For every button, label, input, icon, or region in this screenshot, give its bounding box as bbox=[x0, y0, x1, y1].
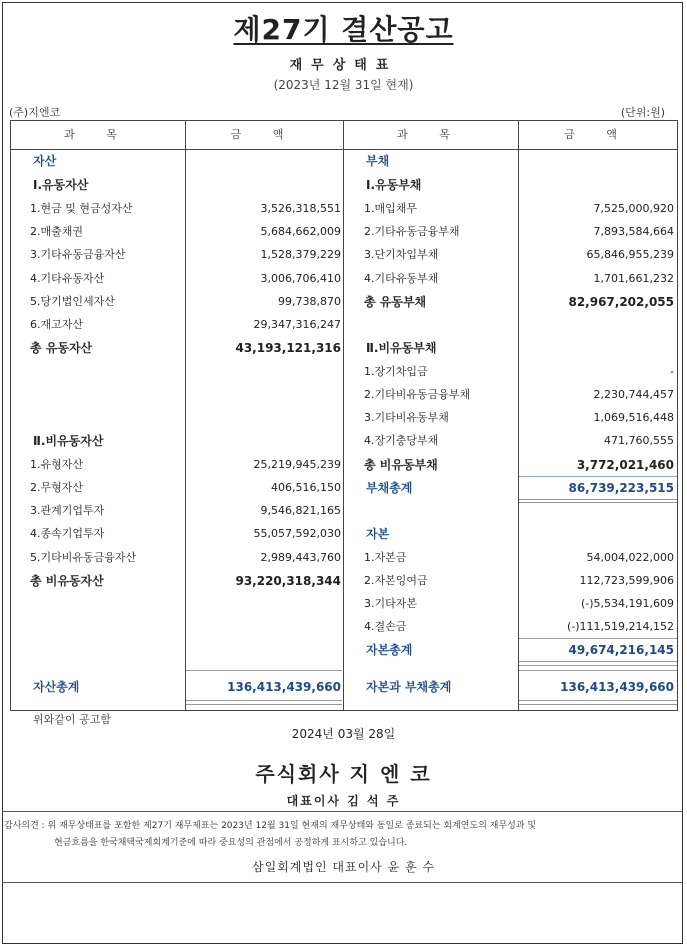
assets-section-label: 자산 bbox=[33, 154, 57, 168]
asset-item-amount: 3,006,706,410 bbox=[260, 272, 341, 285]
asset-item-amount: 29,347,316,247 bbox=[253, 318, 341, 331]
ceo-name: 대표이사 김 석 주 bbox=[286, 794, 401, 808]
asset-item-label: 3.관계기업투자 bbox=[30, 504, 105, 517]
liability-item-amount: 65,846,955,239 bbox=[586, 248, 674, 261]
liability-item-label: 4.장기충당부채 bbox=[364, 434, 439, 447]
liability-item-label: 1.매입채무 bbox=[364, 202, 417, 215]
footer-divider bbox=[2, 811, 683, 812]
liability-item-label: 2.기타유동금융부채 bbox=[364, 225, 460, 238]
asset-item-amount: 2,989,443,760 bbox=[260, 551, 341, 564]
liability-item-label: 2.기타비유동금융부채 bbox=[364, 388, 471, 401]
noncurrent-liabilities-total-amount: 3,772,021,460 bbox=[576, 458, 674, 472]
liability-item-amount: - bbox=[670, 365, 674, 378]
company-name: (주)지엔코 bbox=[9, 106, 61, 119]
double-rule bbox=[186, 700, 342, 701]
statement-period: (2023년 12월 31일 현재) bbox=[273, 78, 414, 92]
equity-item-amount: 112,723,599,906 bbox=[579, 574, 674, 587]
asset-item-label: 6.재고자산 bbox=[30, 318, 83, 331]
equity-item-amount: (-)5,534,191,609 bbox=[580, 597, 674, 610]
double-rule bbox=[186, 704, 342, 705]
liab-equity-total-label: 자본과 부채총계 bbox=[366, 680, 452, 694]
asset-item-amount: 25,219,945,239 bbox=[253, 458, 341, 471]
liabilities-total-label: 부채총계 bbox=[366, 481, 413, 495]
announce-date: 2024년 03월 28일 bbox=[291, 727, 396, 741]
liability-item-amount: 7,525,000,920 bbox=[593, 202, 674, 215]
noncurrent-liabilities-heading: Ⅱ.비유동부채 bbox=[366, 341, 437, 355]
total-rule bbox=[519, 476, 677, 477]
asset-item-label: 4.기타유동자산 bbox=[30, 272, 105, 285]
liability-item-amount: 2,230,744,457 bbox=[593, 388, 674, 401]
total-rule bbox=[519, 670, 677, 671]
equity-item-label: 3.기타자본 bbox=[364, 597, 417, 610]
col-header-item-right: 과 목 bbox=[397, 128, 464, 141]
liability-item-amount: 1,069,516,448 bbox=[593, 411, 674, 424]
double-rule bbox=[519, 665, 677, 666]
liability-item-label: 3.기타비유동부채 bbox=[364, 411, 449, 424]
statement-title: 재무상태표 bbox=[289, 58, 398, 73]
asset-item-label: 1.유형자산 bbox=[30, 458, 83, 471]
footer-bottom-divider bbox=[2, 882, 683, 883]
audit-line-2: 현금흐름을 한국채택국제회계기준에 따라 중요성의 관점에서 공정하게 표시하고 있습니다. bbox=[54, 838, 408, 848]
table-left-border bbox=[10, 120, 11, 711]
table-right-border bbox=[677, 120, 678, 711]
equity-item-label: 2.자본잉여금 bbox=[364, 574, 428, 587]
noncurrent-assets-heading: Ⅱ.비유동자산 bbox=[33, 434, 104, 448]
col-header-amount-left: 금 액 bbox=[230, 128, 298, 141]
assets-total-amount: 136,413,439,660 bbox=[227, 680, 341, 694]
liabilities-total-amount: 86,739,223,515 bbox=[568, 481, 674, 495]
equity-total-amount: 49,674,216,145 bbox=[568, 643, 674, 657]
liabilities-section-label: 부채 bbox=[366, 154, 390, 168]
asset-item-label: 2.무형자산 bbox=[30, 481, 83, 494]
current-liabilities-heading: Ⅰ.유동부채 bbox=[366, 178, 422, 192]
asset-item-label: 5.기타비유동금융자산 bbox=[30, 551, 137, 564]
liability-item-amount: 1,701,661,232 bbox=[593, 272, 674, 285]
liab-equity-total-amount: 136,413,439,660 bbox=[560, 680, 674, 694]
equity-section-label: 자본 bbox=[366, 527, 390, 541]
asset-item-amount: 3,526,318,551 bbox=[260, 202, 341, 215]
current-assets-total-amount: 43,193,121,316 bbox=[235, 341, 341, 355]
auditor-signature: 삼일회계법인 대표이사 윤 훈 수 bbox=[252, 860, 435, 874]
asset-item-amount: 9,546,821,165 bbox=[260, 504, 341, 517]
total-rule bbox=[519, 638, 677, 639]
announce-text: 위와같이 공고함 bbox=[33, 713, 111, 726]
equity-item-amount: 54,004,022,000 bbox=[586, 551, 674, 564]
asset-item-amount: 406,516,150 bbox=[271, 481, 341, 494]
double-rule bbox=[519, 704, 677, 705]
asset-item-amount: 1,528,379,229 bbox=[260, 248, 341, 261]
liability-item-amount: 471,760,555 bbox=[604, 434, 674, 447]
asset-item-amount: 5,684,662,009 bbox=[260, 225, 341, 238]
current-assets-heading: Ⅰ.유동자산 bbox=[33, 178, 89, 192]
double-rule bbox=[519, 499, 677, 500]
asset-item-label: 3.기타유동금융자산 bbox=[30, 248, 126, 261]
total-rule bbox=[186, 670, 342, 671]
col-header-amount-right: 금 액 bbox=[564, 128, 631, 141]
equity-item-amount: (-)111,519,214,152 bbox=[566, 620, 674, 633]
asset-item-label: 2.매출채권 bbox=[30, 225, 83, 238]
noncurrent-liabilities-total-label: 총 비유동부채 bbox=[364, 458, 438, 472]
noncurrent-assets-total-label: 총 비유동자산 bbox=[30, 574, 104, 588]
column-divider bbox=[343, 120, 344, 711]
equity-item-label: 1.자본금 bbox=[364, 551, 407, 564]
noncurrent-assets-total-amount: 93,220,318,344 bbox=[235, 574, 341, 588]
asset-item-label: 5.당기법인세자산 bbox=[30, 295, 115, 308]
liability-item-amount: 7,893,584,664 bbox=[593, 225, 674, 238]
unit-label: (단위:원) bbox=[620, 106, 665, 119]
liability-item-label: 1.장기차입금 bbox=[364, 365, 428, 378]
liability-item-label: 3.단기차입부채 bbox=[364, 248, 439, 261]
current-liabilities-total-label: 총 유동부채 bbox=[364, 295, 427, 309]
asset-item-amount: 99,738,870 bbox=[278, 295, 341, 308]
equity-total-label: 자본총계 bbox=[366, 643, 413, 657]
double-rule bbox=[519, 661, 677, 662]
current-liabilities-total-amount: 82,967,202,055 bbox=[568, 295, 674, 309]
page-title: 제27기 결산공고 bbox=[233, 13, 454, 46]
current-assets-total-label: 총 유동자산 bbox=[30, 341, 93, 355]
corporation-name: 주식회사 지 엔 코 bbox=[255, 762, 432, 786]
asset-item-label: 1.현금 및 현금성자산 bbox=[30, 202, 133, 215]
double-rule bbox=[519, 502, 677, 503]
col-header-item-left: 과 목 bbox=[64, 128, 131, 141]
asset-item-amount: 55,057,592,030 bbox=[253, 527, 341, 540]
assets-total-label: 자산총계 bbox=[33, 680, 80, 694]
audit-opinion bbox=[4, 818, 664, 852]
equity-item-label: 4.결손금 bbox=[364, 620, 407, 633]
liability-item-label: 4.기타유동부채 bbox=[364, 272, 439, 285]
audit-line-1: 감사의견 : 위 재무상태표를 포함한 제27기 재무제표는 2023년 12월 31일 현재의 재무상태와 동일로 종료되는 회계연도의 재무성과 및 bbox=[4, 821, 537, 831]
double-rule bbox=[519, 700, 677, 701]
asset-item-label: 4.종속기업투자 bbox=[30, 527, 105, 540]
